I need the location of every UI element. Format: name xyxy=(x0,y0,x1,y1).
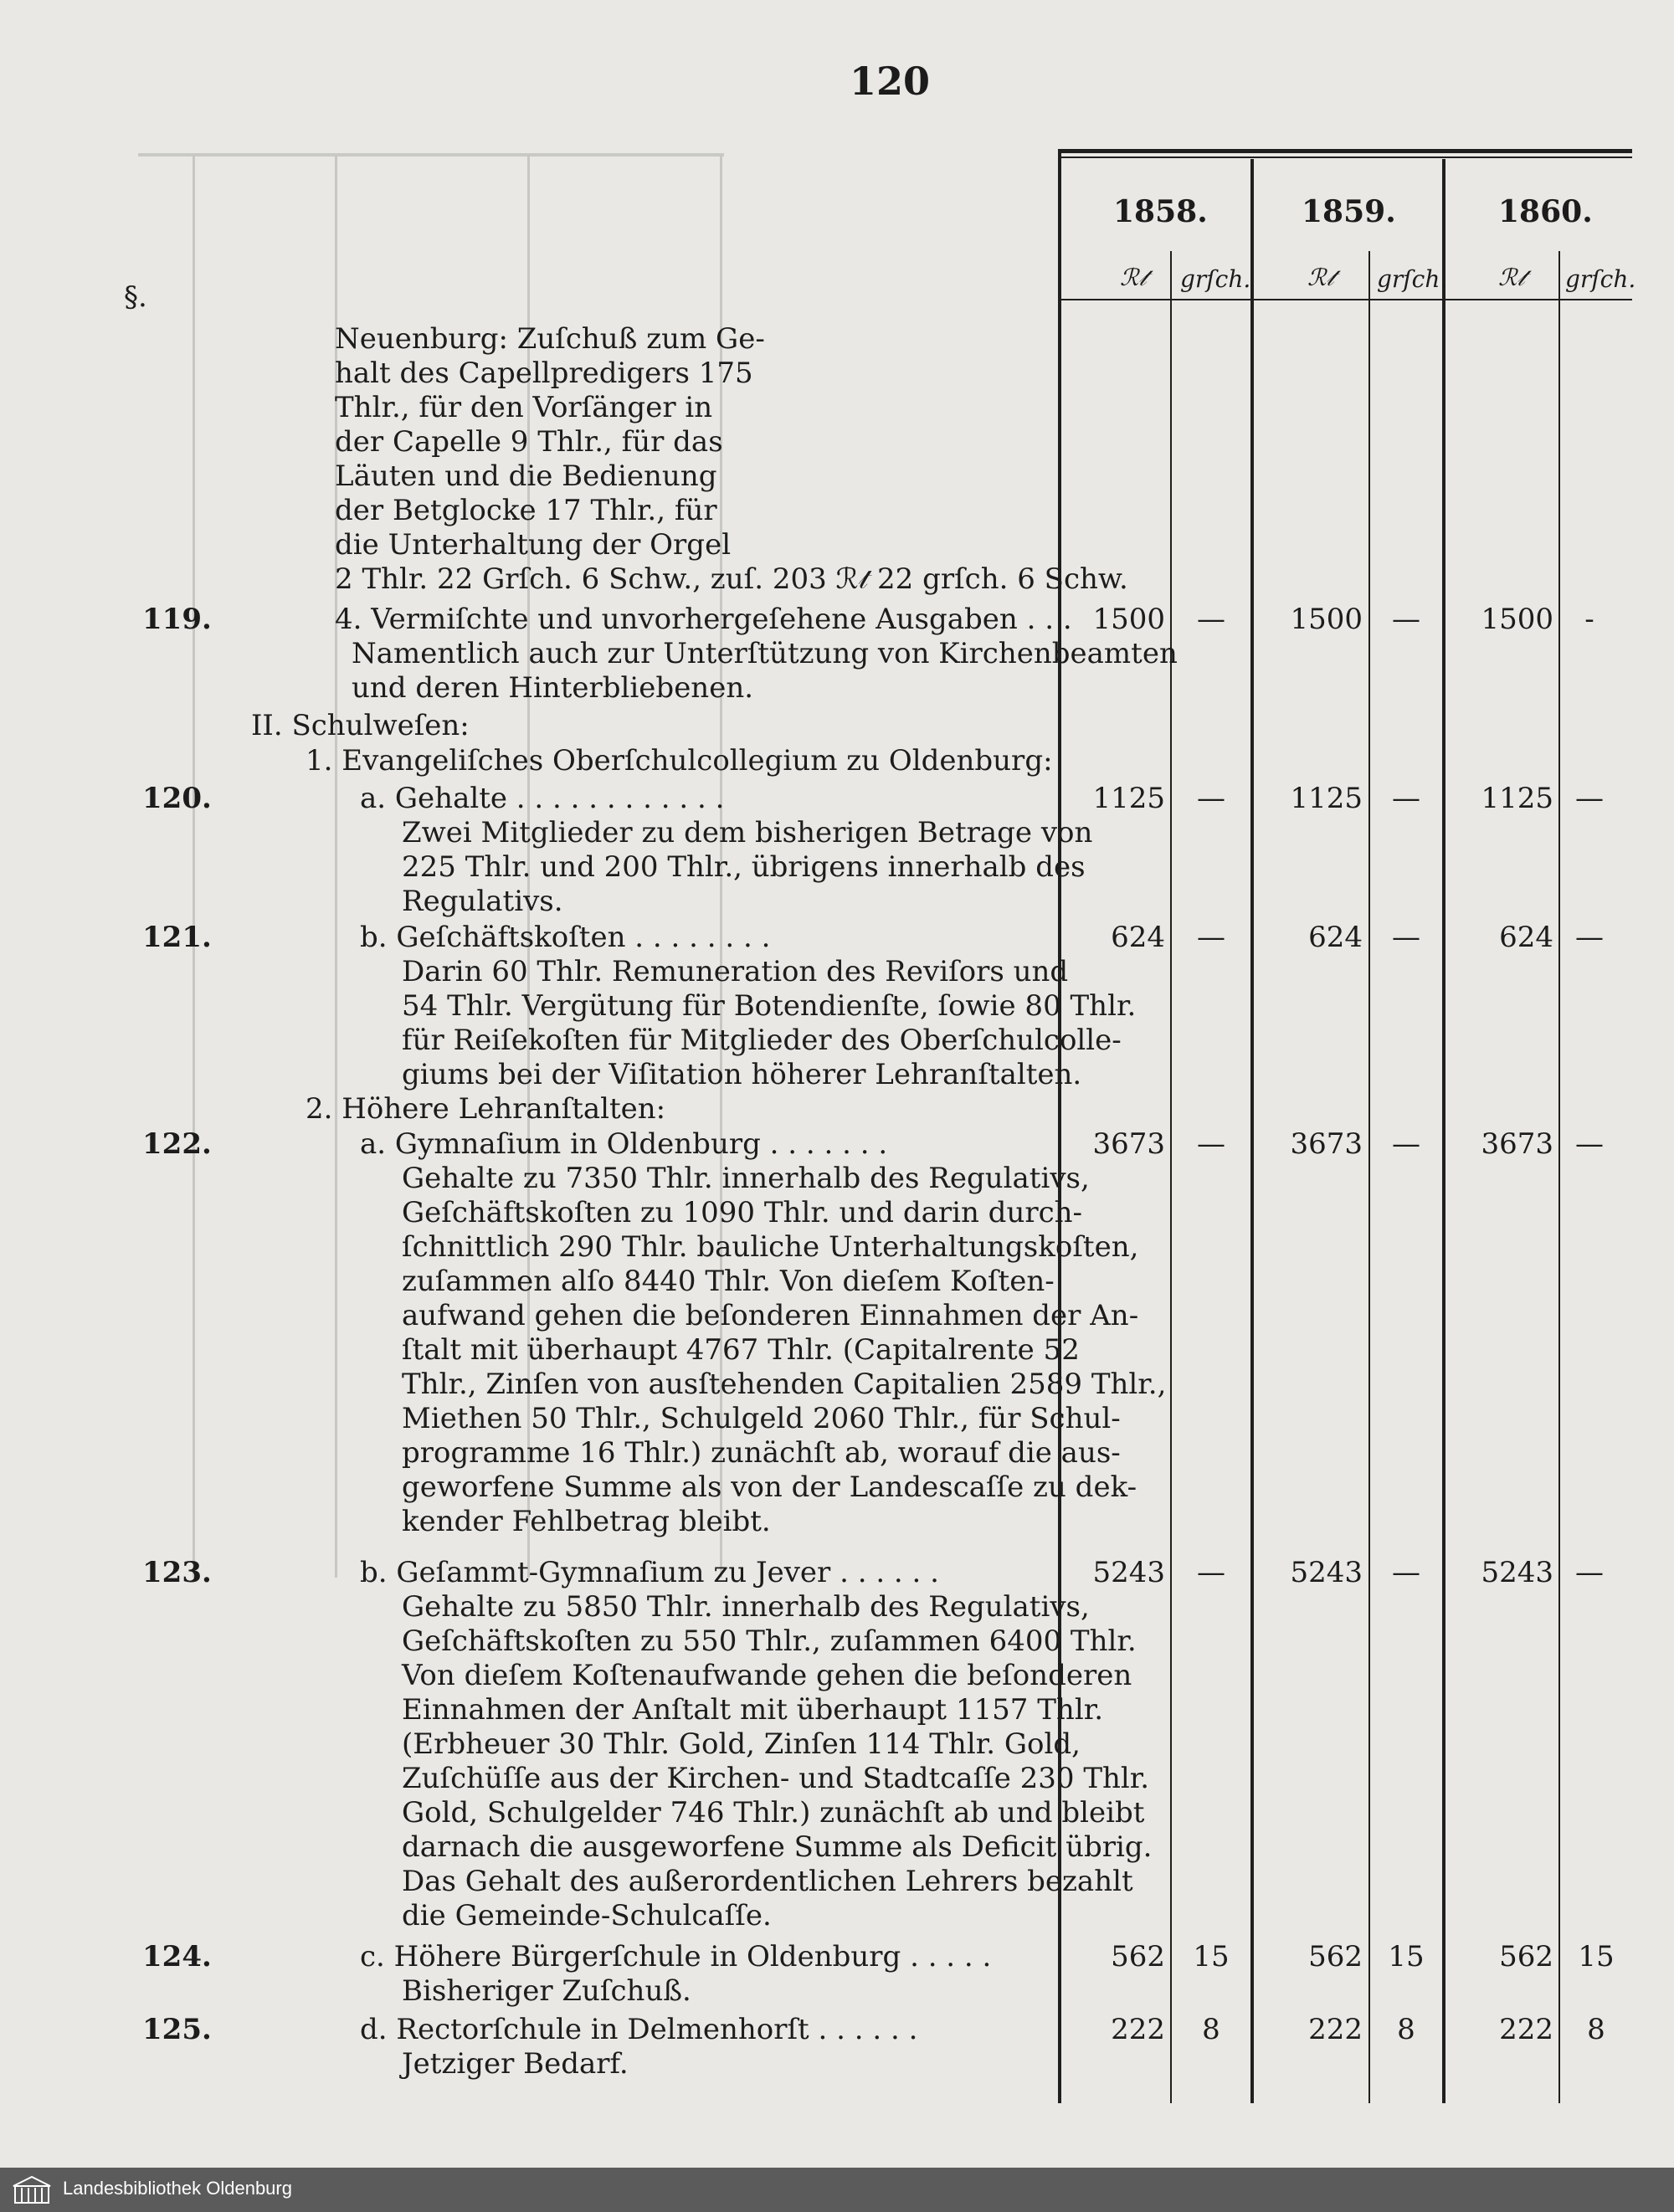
column-rule xyxy=(1442,159,1445,2103)
row-title: a. Gehalte . . . . . . . . . . . . xyxy=(360,782,725,815)
row-description: geworfene Summe als von der Landescaſſe zu dek- xyxy=(402,1470,1137,1504)
amount-groschen: — xyxy=(1197,782,1225,815)
amount-thaler: 624 xyxy=(1111,921,1165,954)
amount-thaler: 5243 xyxy=(1290,1556,1363,1589)
amount-thaler: 1125 xyxy=(1481,782,1553,815)
row-description: 54 Thlr. Vergütung für Botendienſte, ſowie 80 Thlr. xyxy=(402,989,1137,1023)
amount-thaler: 1500 xyxy=(1290,603,1363,636)
amount-thaler: 222 xyxy=(1499,2013,1553,2046)
amount-thaler: 222 xyxy=(1111,2013,1165,2046)
year-header: 1860. xyxy=(1498,194,1593,229)
row-description: ſtalt mit überhaupt 4767 Thlr. (Capitalrente 52 xyxy=(402,1333,1080,1367)
ghost-rule xyxy=(138,153,724,157)
amount-thaler: 3673 xyxy=(1481,1127,1553,1161)
amount-groschen: — xyxy=(1575,782,1604,815)
amount-groschen: 15 xyxy=(1193,1940,1230,1973)
row-description: 225 Thlr. und 200 Thlr., übrigens innerhalb des xyxy=(402,850,1086,884)
footer-label[interactable]: Landesbibliothek Oldenburg xyxy=(63,2178,292,2199)
row-description: die Gemeinde-Schulcaſſe. xyxy=(402,1899,772,1932)
unit-groschen: grſch. xyxy=(1180,265,1251,293)
row-description: Thlr., Zinſen von ausſtehenden Capitalien 2589 Thlr., xyxy=(402,1368,1167,1401)
amount-thaler: 624 xyxy=(1499,921,1553,954)
amount-thaler: 1125 xyxy=(1092,782,1165,815)
row-description: Geſchäftskoſten zu 1090 Thlr. und darin durch- xyxy=(402,1196,1083,1229)
amount-groschen: — xyxy=(1197,603,1225,636)
amount-groschen: — xyxy=(1197,921,1225,954)
amount-groschen: 15 xyxy=(1578,1940,1615,1973)
row-description: Bisheriger Zuſchuß. xyxy=(402,1974,691,2008)
amount-groschen: - xyxy=(1584,603,1594,636)
amount-thaler: 5243 xyxy=(1481,1556,1553,1589)
row-number: 121. xyxy=(142,921,212,954)
row-description: Geſchäftskoſten zu 550 Thlr., zuſammen 6400 Thlr. xyxy=(402,1624,1137,1658)
amount-thaler: 3673 xyxy=(1290,1127,1363,1161)
amount-groschen: — xyxy=(1392,1556,1420,1589)
amount-groschen: — xyxy=(1392,1127,1420,1161)
text-line: 2 Thlr. 22 Grſch. 6 Schw., zuſ. 203 ℛ𝓉 22 grſch. 6 Schw. xyxy=(335,562,1128,596)
table-top-rule xyxy=(1061,157,1632,158)
year-header: 1859. xyxy=(1302,194,1396,229)
unit-groschen: grſch. xyxy=(1377,265,1448,293)
library-building-icon xyxy=(12,2174,52,2206)
amount-thaler: 1500 xyxy=(1092,603,1165,636)
column-rule xyxy=(1250,159,1254,2103)
row-description: Jetziger Bedarf. xyxy=(402,2047,629,2081)
row-description: Darin 60 Thlr. Remuneration des Reviſors und xyxy=(402,955,1069,988)
row-number: 124. xyxy=(142,1940,212,1973)
amount-thaler: 624 xyxy=(1308,921,1363,954)
text-line: der Capelle 9 Thlr., für das xyxy=(335,425,723,459)
year-header: 1858. xyxy=(1113,194,1208,229)
row-description: programme 16 Thlr.) zunächſt ab, worauf die aus- xyxy=(402,1436,1121,1470)
amount-groschen: — xyxy=(1575,1127,1604,1161)
row-title: b. Geſammt-Gymnaſium zu Jever . . . . . . xyxy=(360,1556,939,1589)
row-description: zuſammen alſo 8440 Thlr. Von dieſem Koſten- xyxy=(402,1265,1055,1298)
row-number: 119. xyxy=(142,603,212,636)
row-number: 120. xyxy=(142,782,212,815)
row-description: Gehalte zu 5850 Thlr. innerhalb des Regulativs, xyxy=(402,1590,1090,1624)
amount-thaler: 3673 xyxy=(1092,1127,1165,1161)
column-rule xyxy=(1170,251,1172,2103)
row-description: giums bei der Viſitation höherer Lehranſtalten. xyxy=(402,1058,1082,1091)
amount-thaler: 1125 xyxy=(1290,782,1363,815)
text-line: Läuten und die Bedienung xyxy=(335,459,717,493)
row-number: 125. xyxy=(142,2013,212,2046)
amount-thaler: 562 xyxy=(1308,1940,1363,1973)
row-title: c. Höhere Bürgerſchule in Oldenburg . . . . . xyxy=(360,1940,992,1973)
row-description: Gehalte zu 7350 Thlr. innerhalb des Regulativs, xyxy=(402,1162,1090,1195)
row-description: Das Gehalt des außerordentlichen Lehrers bezahlt xyxy=(402,1865,1133,1898)
row-description: Zwei Mitglieder zu dem bisherigen Betrage von xyxy=(402,816,1093,849)
unit-groschen: grſch. xyxy=(1565,265,1636,293)
text-line: der Betglocke 17 Thlr., für xyxy=(335,494,717,527)
row-description: Zuſchüſſe aus der Kirchen- und Stadtcaſſe 230 Thlr. xyxy=(402,1762,1150,1795)
text-line: die Unterhaltung der Orgel xyxy=(335,528,732,562)
amount-groschen: — xyxy=(1197,1127,1225,1161)
row-description: darnach die ausgeworfene Summe als Deficit übrig. xyxy=(402,1830,1153,1864)
footer-bar xyxy=(0,2168,1674,2212)
text-line: Thlr., für den Vorſänger in xyxy=(335,391,713,424)
section-symbol: §. xyxy=(124,280,147,314)
text-line: Neuenburg: Zuſchuß zum Ge- xyxy=(335,322,765,356)
row-description: für Reiſekoſten für Mitglieder des Oberſchulcolle- xyxy=(402,1024,1122,1057)
section-heading: II. Schulweſen: xyxy=(251,709,470,742)
unit-thaler: ℛ𝓉 xyxy=(1120,264,1147,291)
row-description: ſchnittlich 290 Thlr. bauliche Unterhaltungskoſten, xyxy=(402,1230,1139,1264)
row-title: b. Geſchäftskoſten . . . . . . . . xyxy=(360,921,771,954)
row-description: und deren Hinterbliebenen. xyxy=(352,671,754,705)
subsection-heading: 1. Evangeliſches Oberſchulcollegium zu Oldenburg: xyxy=(306,744,1053,778)
amount-thaler: 562 xyxy=(1111,1940,1165,1973)
amount-thaler: 1500 xyxy=(1481,603,1553,636)
row-number: 122. xyxy=(142,1127,212,1161)
amount-groschen: — xyxy=(1392,782,1420,815)
table-top-rule xyxy=(1061,149,1632,153)
row-description: Miethen 50 Thlr., Schulgeld 2060 Thlr., für Schul- xyxy=(402,1402,1121,1435)
amount-thaler: 562 xyxy=(1499,1940,1553,1973)
row-description: Namentlich auch zur Unterſtützung von Kirchenbeamten xyxy=(352,637,1178,670)
amount-groschen: — xyxy=(1197,1556,1225,1589)
amount-groschen: 8 xyxy=(1587,2013,1605,2046)
row-description: Regulativs. xyxy=(402,885,563,918)
amount-groschen: 8 xyxy=(1202,2013,1220,2046)
row-description: Einnahmen der Anſtalt mit überhaupt 1157 Thlr. xyxy=(402,1693,1104,1727)
column-rule xyxy=(1368,251,1370,2103)
ghost-rule xyxy=(193,155,195,1578)
row-number: 123. xyxy=(142,1556,212,1589)
amount-groschen: — xyxy=(1575,921,1604,954)
header-rule xyxy=(1061,299,1632,300)
amount-thaler: 5243 xyxy=(1092,1556,1165,1589)
row-description: kender Fehlbetrag bleibt. xyxy=(402,1505,771,1538)
row-title: d. Rectorſchule in Delmenhorſt . . . . . . xyxy=(360,2013,918,2046)
row-description: aufwand gehen die beſonderen Einnahmen der An- xyxy=(402,1299,1139,1332)
amount-thaler: 222 xyxy=(1308,2013,1363,2046)
row-description: (Erbheuer 30 Thlr. Gold, Zinſen 114 Thlr. Gold, xyxy=(402,1727,1081,1761)
amount-groschen: — xyxy=(1392,603,1420,636)
amount-groschen: 8 xyxy=(1397,2013,1415,2046)
amount-groschen: 15 xyxy=(1388,1940,1425,1973)
row-description: Von dieſem Koſtenaufwande gehen die beſonderen xyxy=(402,1659,1132,1692)
unit-thaler: ℛ𝓉 xyxy=(1498,264,1525,291)
column-rule xyxy=(1558,251,1560,2103)
row-title: a. Gymnaſium in Oldenburg . . . . . . . xyxy=(360,1127,888,1161)
row-title: 4. Vermiſchte und unvorhergeſehene Ausgaben . . . xyxy=(335,603,1072,636)
amount-groschen: — xyxy=(1575,1556,1604,1589)
text-line: halt des Capellpredigers 175 xyxy=(335,357,753,390)
row-description: Gold, Schulgelder 746 Thlr.) zunächſt ab und bleibt xyxy=(402,1796,1145,1830)
amount-groschen: — xyxy=(1392,921,1420,954)
page-number: 120 xyxy=(850,59,931,104)
unit-thaler: ℛ𝓉 xyxy=(1307,264,1334,291)
subsection-heading: 2. Höhere Lehranſtalten: xyxy=(306,1092,666,1126)
